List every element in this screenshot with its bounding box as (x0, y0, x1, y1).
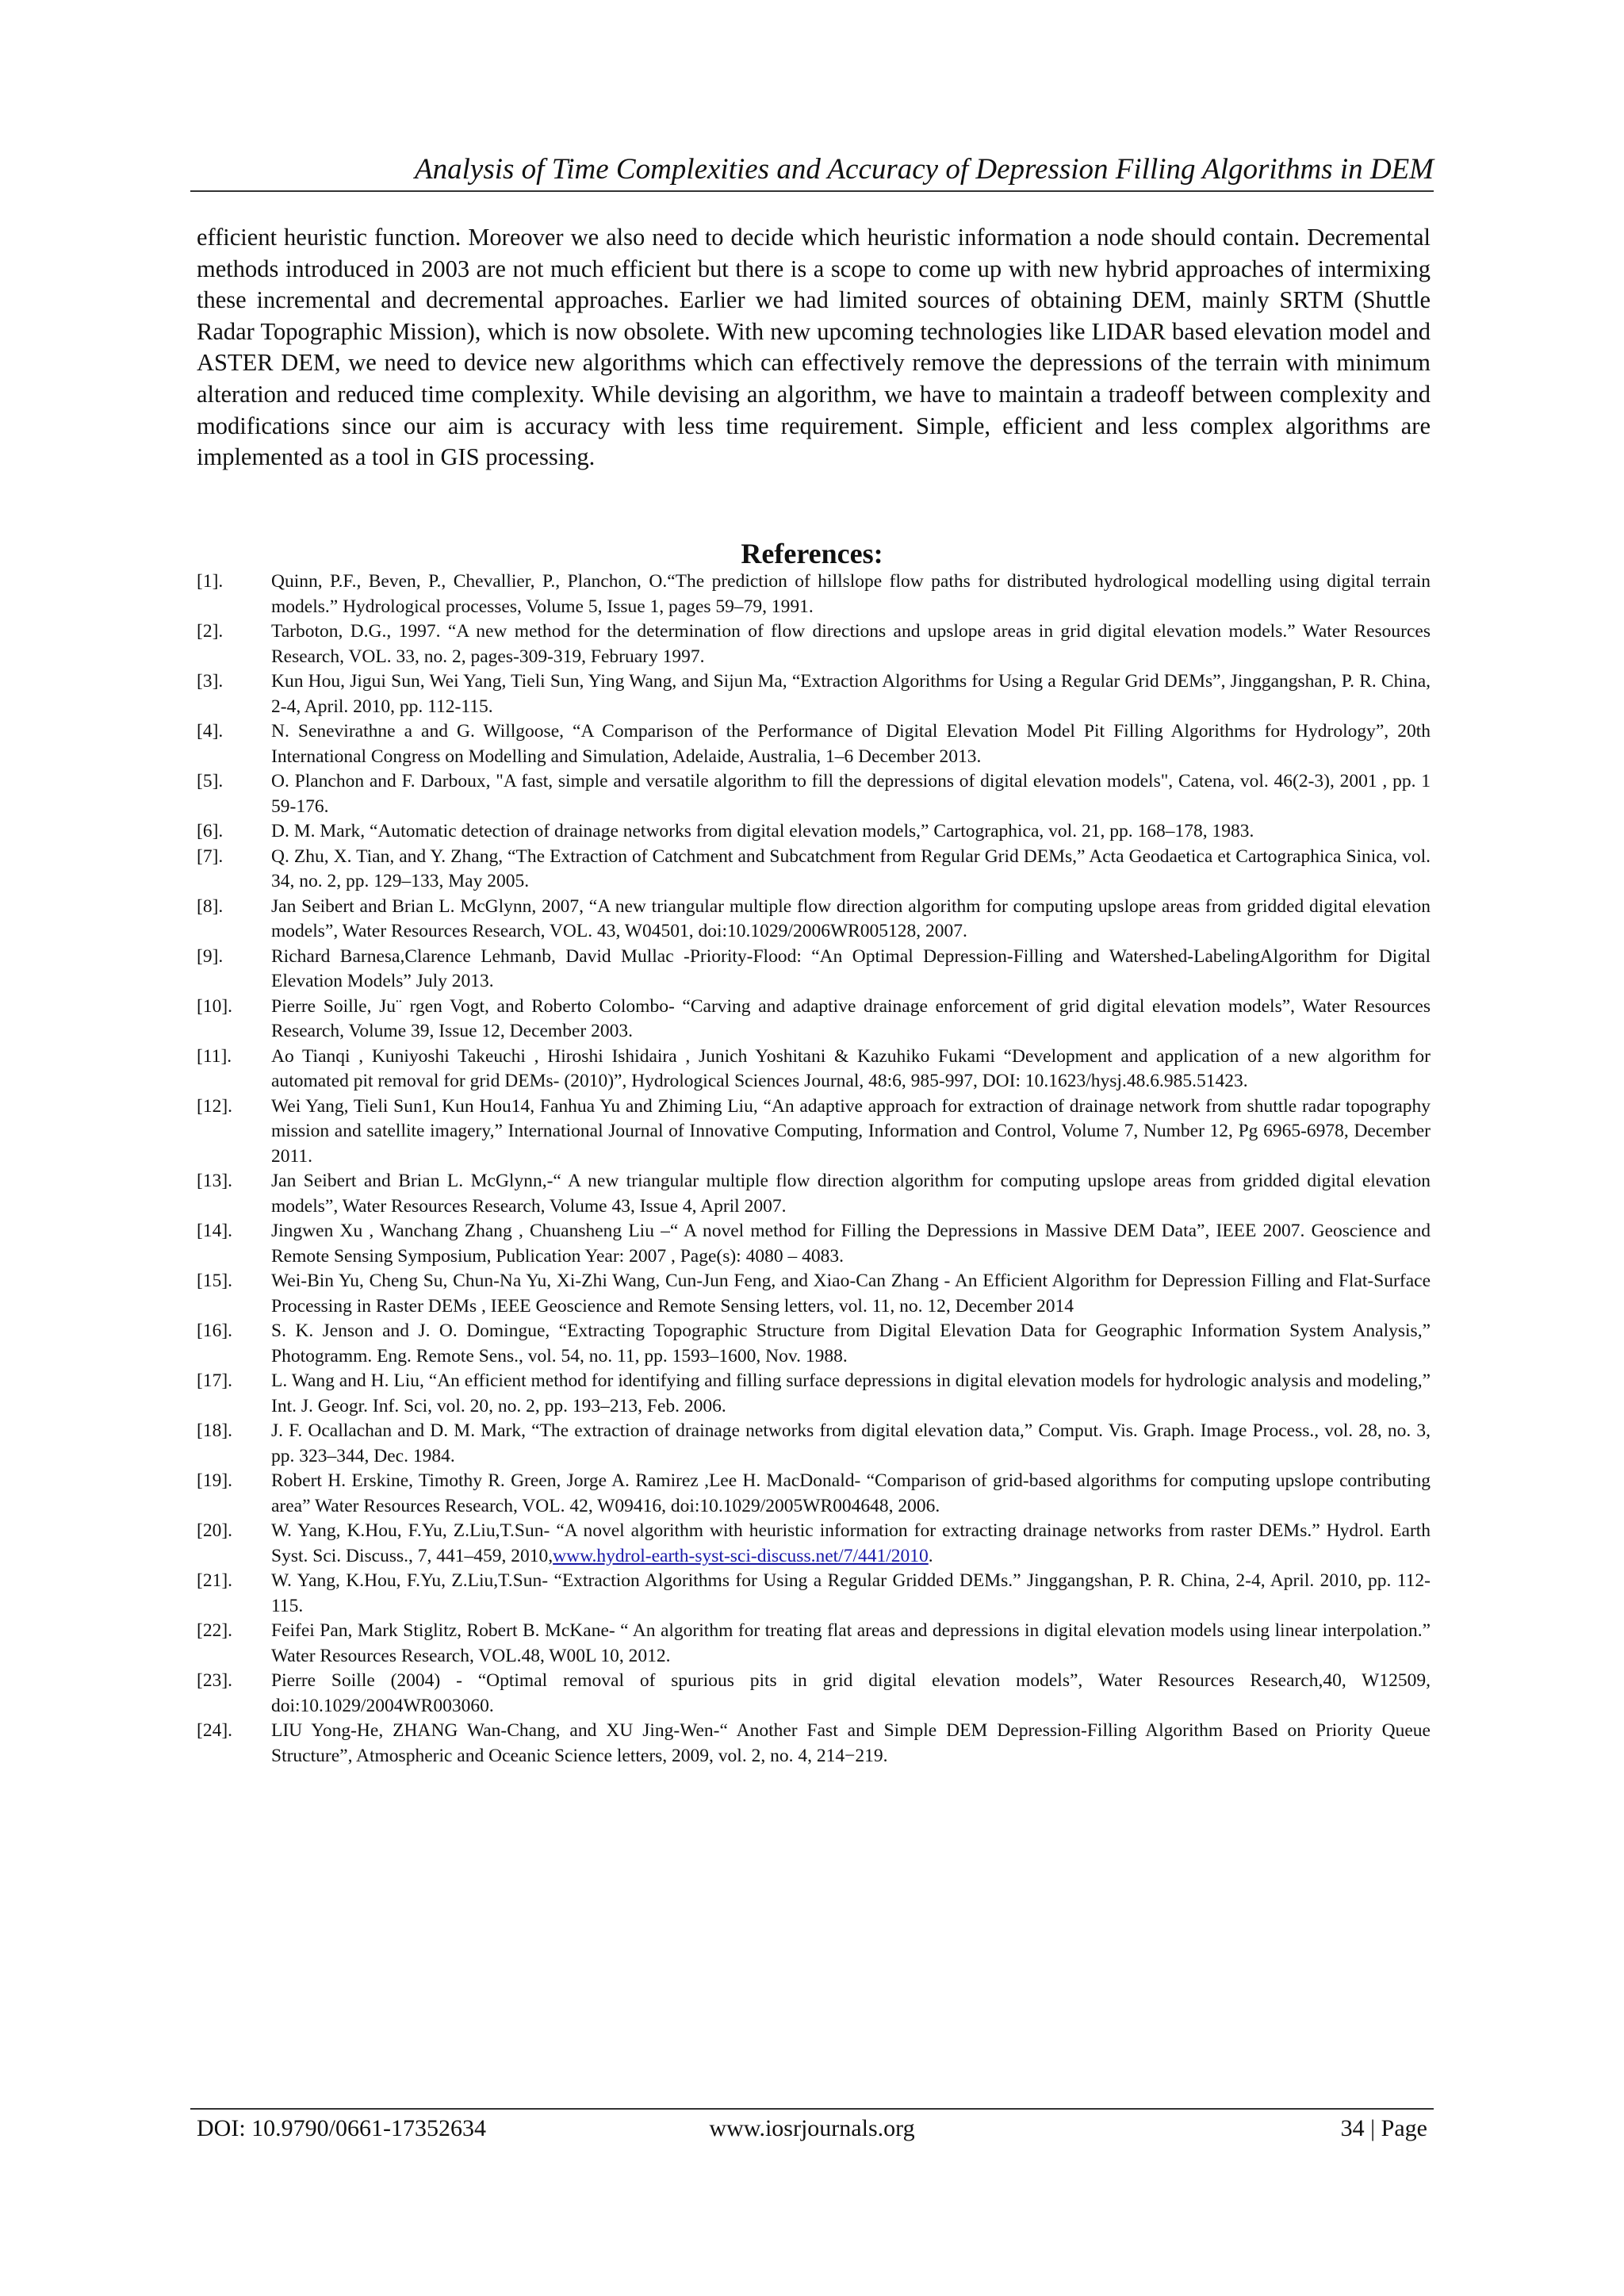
footer-divider (190, 2108, 1434, 2110)
reference-text: Feifei Pan, Mark Stiglitz, Robert B. McKane- “ An algorithm for treating flat areas and depressions in digital elevation models using linear interpolation.” Water Resources Research, VOL.48, W00L 10, 2012. (271, 1620, 1431, 1666)
reference-item-7 (197, 845, 1431, 895)
reference-text: Q. Zhu, X. Tian, and Y. Zhang, “The Extraction of Catchment and Subcatchment from Regular Grid DEMs,” Acta Geodaetica et Cartographica Sinica, vol. 34, no. 2, pp. 129–133, May 2005. (271, 845, 1431, 891)
reference-item-5 (197, 769, 1431, 819)
reference-number: [2]. (197, 621, 224, 642)
footer-website-link[interactable]: www.iosrjournals.org (709, 2115, 915, 2141)
reference-number: [1]. (197, 571, 224, 592)
reference-item-23 (197, 1669, 1431, 1719)
reference-item-1 (197, 569, 1431, 619)
reference-item-2 (197, 619, 1431, 669)
reference-number: [21]. (197, 1570, 233, 1591)
reference-item-9 (197, 945, 1431, 995)
reference-item-3 (197, 669, 1431, 719)
reference-number: [20]. (197, 1520, 233, 1541)
reference-item-13 (197, 1169, 1431, 1219)
reference-text-body: W. Yang, K.Hou, F.Yu, Z.Liu,T.Sun- “A novel algorithm with heuristic information for extracting drainage networks from raster DEMs.” Hydrol. Earth Syst. Sci. Discuss., 7, 441–459, 2010, (271, 1520, 1431, 1566)
reference-url-link[interactable]: www.hydrol-earth-syst-sci-discuss.net/7/441/2010 (553, 1545, 929, 1566)
reference-text: D. M. Mark, “Automatic detection of drainage networks from digital elevation models,” Cartographica, vol. 21, pp. 168–178, 1983. (271, 821, 1254, 841)
reference-number: [10]. (197, 995, 233, 1017)
reference-list (197, 569, 1431, 1769)
reference-number: [6]. (197, 821, 224, 841)
reference-text: L. Wang and H. Liu, “An efficient method for identifying and filling surface depressions in digital elevation models for hydrologic analysis and modeling,” Int. J. Geogr. Inf. Sci, vol. 20, no. 2, pp. 193–213, Feb. 2006. (271, 1370, 1431, 1416)
reference-text: S. K. Jenson and J. O. Domingue, “Extracting Topographic Structure from Digital Elevation Data for Geographic Information System Analysis,” Photogramm. Eng. Remote Sens., vol. 54, no. 11, pp. 1593–1600, Nov. 1988. (271, 1320, 1431, 1366)
reference-item-6 (197, 819, 1431, 845)
reference-item-11 (197, 1045, 1431, 1094)
reference-text: O. Planchon and F. Darboux, "A fast, simple and versatile algorithm to fill the depressions of digital elevation models", Catena, vol. 46(2-3), 2001 , pp. 1 59-176. (271, 771, 1431, 817)
reference-text: W. Yang, K.Hou, F.Yu, Z.Liu,T.Sun- “Extraction Algorithms for Using a Regular Gridded DEMs.” Jinggangshan, P. R. China, 2-4, April. 2010, pp. 112-115. (271, 1570, 1431, 1616)
reference-number: [11]. (197, 1045, 232, 1067)
reference-number: [19]. (197, 1470, 233, 1491)
reference-item-19 (197, 1469, 1431, 1519)
reference-item-20 (197, 1519, 1431, 1569)
reference-text: Jan Seibert and Brian L. McGlynn,-“ A new triangular multiple flow direction algorithm for computing upslope areas from gridded digital elevation models”, Water Resources Research, Volume 43, Issue 4, April 2007. (271, 1171, 1431, 1217)
reference-text: N. Senevirathne a and G. Willgoose, “A Comparison of the Performance of Digital Elevation Model Pit Filling Algorithms for Hydrology”, 20th International Congress on Modelling and Simulation, Adelaide, Australia, 1–6 December 2013. (271, 721, 1431, 767)
reference-item-22 (197, 1619, 1431, 1669)
reference-item-8 (197, 895, 1431, 945)
reference-item-16 (197, 1319, 1431, 1369)
reference-item-14 (197, 1219, 1431, 1269)
reference-item-17 (197, 1369, 1431, 1419)
reference-text: Pierre Soille (2004) - “Optimal removal of spurious pits in grid digital elevation models”, Water Resources Research,40, W12509, doi:10.1029/2004WR003060. (271, 1670, 1431, 1716)
page-footer (197, 2113, 1427, 2145)
reference-number: [4]. (197, 721, 224, 742)
running-header-title: Analysis of Time Complexities and Accuracy of Depression Filling Algorithms in DEM (415, 153, 1434, 186)
reference-number: [3]. (197, 671, 224, 692)
reference-number: [7]. (197, 845, 224, 867)
reference-text: Richard Barnesa,Clarence Lehmanb, David Mullac -Priority-Flood: “An Optimal Depression-Filling and Watershed-LabelingAlgorithm for Digital Elevation Models” July 2013. (271, 945, 1431, 991)
reference-text-end: . (928, 1545, 933, 1566)
references-heading: References: (741, 538, 883, 569)
reference-item-15 (197, 1269, 1431, 1319)
reference-number: [9]. (197, 945, 224, 967)
reference-item-12 (197, 1094, 1431, 1170)
body-paragraph: efficient heuristic function. Moreover we also need to decide which heuristic information a node should contain. Decremental methods introduced in 2003 are not much efficient but there is a scope to come up with new hybrid approaches of intermixing these incremental and decremental approaches. Earlier we had limited sources of obtaining DEM, mainly SRTM (Shuttle Radar Topographic Mission), which is now obsolete. With new upcoming technologies like LIDAR based elevation model and ASTER DEM, we need to device new algorithms which can effectively remove the depressions of the terrain with minimum alteration and reduced time complexity. While devising an algorithm, we have to maintain a tradeoff between complexity and modifications since our aim is accuracy with less time requirement. Simple, efficient and less complex algorithms are implemented as a tool in GIS processing. (197, 224, 1431, 471)
reference-text: Tarboton, D.G., 1997. “A new method for the determination of flow directions and upslope areas in grid digital elevation models.” Water Resources Research, VOL. 33, no. 2, pages-309-319, February 1997. (271, 621, 1431, 667)
reference-number: [18]. (197, 1420, 233, 1441)
header-divider (190, 190, 1434, 192)
reference-text: Quinn, P.F., Beven, P., Chevallier, P., Planchon, O.“The prediction of hillslope flow paths for distributed hydrological modelling using digital terrain models.” Hydrological processes, Volume 5, Issue 1, pages 59–79, 1991. (271, 571, 1431, 617)
reference-number: [12]. (197, 1095, 233, 1117)
reference-number: [16]. (197, 1320, 233, 1341)
reference-text (271, 1519, 1431, 1569)
reference-text: Kun Hou, Jigui Sun, Wei Yang, Tieli Sun, Ying Wang, and Sijun Ma, “Extraction Algorithms for Using a Regular Grid DEMs”, Jinggangshan, P. R. China, 2-4, April. 2010, pp. 112-115. (271, 671, 1431, 717)
reference-number: [5]. (197, 771, 224, 792)
reference-number: [17]. (197, 1370, 233, 1391)
reference-text: Jan Seibert and Brian L. McGlynn, 2007, “A new triangular multiple flow direction algorithm for computing upslope areas from gridded digital elevation models”, Water Resources Research, VOL. 43, W04501, doi:10.1029/2006WR005128, 2007. (271, 895, 1431, 941)
reference-number: [23]. (197, 1670, 233, 1691)
footer-page-number: 34 | Page (1340, 2115, 1427, 2141)
reference-number: [13]. (197, 1171, 233, 1191)
reference-text: Ao Tianqi , Kuniyoshi Takeuchi , Hiroshi Ishidaira , Junich Yoshitani & Kazuhiko Fukami “Development and application of a new algorithm for automated pit removal for grid DEMs- (2010)”, Hydrological Sciences Journal, 48:6, 985-997, DOI: 10.1623/hysj.48.6.985.51423. (271, 1045, 1431, 1091)
reference-number: [15]. (197, 1271, 233, 1291)
footer-doi: DOI: 10.9790/0661-17352634 (197, 2115, 486, 2141)
reference-number: [22]. (197, 1620, 233, 1641)
reference-text: LIU Yong-He, ZHANG Wan-Chang, and XU Jing-Wen-“ Another Fast and Simple DEM Depression-Filling Algorithm Based on Priority Queue Structure”, Atmospheric and Oceanic Science letters, 2009, vol. 2, no. 4, 214−219. (271, 1720, 1431, 1766)
reference-item-21 (197, 1569, 1431, 1619)
reference-text: J. F. Ocallachan and D. M. Mark, “The extraction of drainage networks from digital elevation data,” Comput. Vis. Graph. Image Process., vol. 28, no. 3, pp. 323–344, Dec. 1984. (271, 1420, 1431, 1466)
reference-item-10 (197, 995, 1431, 1045)
reference-text: Robert H. Erskine, Timothy R. Green, Jorge A. Ramirez ,Lee H. MacDonald- “Comparison of grid-based algorithms for computing upslope contributing area” Water Resources Research, VOL. 42, W09416, doi:10.1029/2005WR004648, 2006. (271, 1470, 1431, 1516)
reference-number: [8]. (197, 895, 224, 917)
reference-item-24 (197, 1719, 1431, 1769)
reference-text: Wei-Bin Yu, Cheng Su, Chun-Na Yu, Xi-Zhi Wang, Cun-Jun Feng, and Xiao-Can Zhang - An Efficient Algorithm for Depression Filling and Flat-Surface Processing in Raster DEMs , IEEE Geoscience and Remote Sensing letters, vol. 11, no. 12, December 2014 (271, 1271, 1431, 1317)
reference-text: Jingwen Xu , Wanchang Zhang , Chuansheng Liu –“ A novel method for Filling the Depressions in Massive DEM Data”, IEEE 2007. Geoscience and Remote Sensing Symposium, Publication Year: 2007 , Page(s): 4080 – 4083. (271, 1221, 1431, 1267)
reference-text: Pierre Soille, Ju¨ rgen Vogt, and Roberto Colombo- “Carving and adaptive drainage enforcement of grid digital elevation models”, Water Resources Research, Volume 39, Issue 12, December 2003. (271, 995, 1431, 1041)
reference-item-18 (197, 1419, 1431, 1469)
reference-text: Wei Yang, Tieli Sun1, Kun Hou14, Fanhua Yu and Zhiming Liu, “An adaptive approach for extraction of drainage network from shuttle radar topography mission and satellite imagery,” International Journal of Innovative Computing, Information and Control, Volume 7, Number 12, Pg 6965-6978, December 2011. (271, 1095, 1431, 1167)
reference-item-4 (197, 719, 1431, 769)
reference-number: [24]. (197, 1720, 233, 1741)
reference-number: [14]. (197, 1221, 233, 1241)
